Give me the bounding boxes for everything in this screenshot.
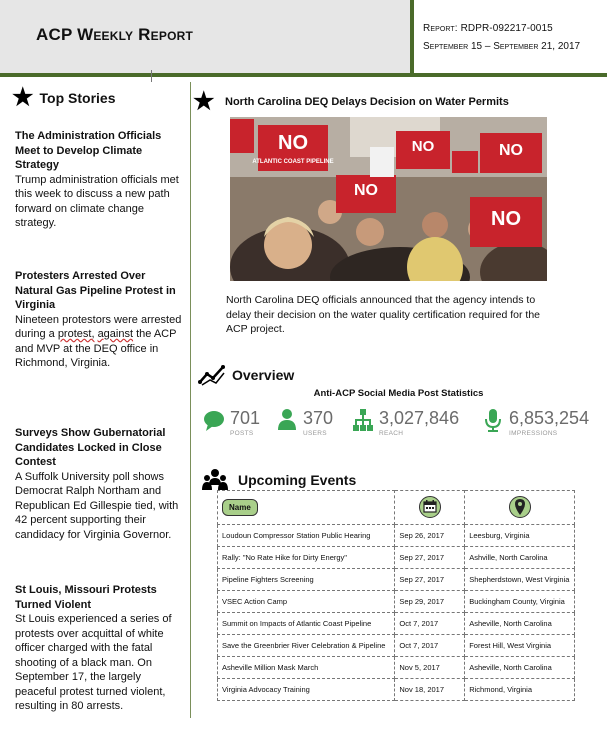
date-column-header: [395, 491, 465, 525]
event-location: Richmond, Virginia: [465, 679, 575, 701]
protest-sign: [452, 151, 478, 173]
events-table: [217, 490, 575, 701]
header-meta-panel: [414, 0, 607, 73]
event-date: Nov 5, 2017: [395, 657, 465, 679]
protest-sign: [396, 131, 450, 169]
column-tick: [151, 70, 152, 82]
overview-label: Overview: [232, 367, 295, 383]
stat-label: POSTS: [230, 430, 254, 437]
event-name: Virginia Advocacy Training: [218, 679, 395, 701]
calendar-icon: [419, 495, 441, 519]
event-location: Asheville, North Carolina: [465, 613, 575, 635]
event-name: Save the Greenbrier River Celebration & Pipeline: [218, 635, 395, 657]
story-title: Protesters Arrested Over Natural Gas Pipeline Protest in Virginia: [15, 270, 176, 311]
protest-sign: [230, 119, 254, 153]
story-body-text: Nineteen protestors were arrested during a: [15, 313, 182, 340]
svg-text:NO: NO: [411, 138, 435, 155]
table-row: [218, 547, 575, 569]
story-body: A Suffolk University poll shows Democrat Ralph Northam and Republican Ed Gillespie tied, with 42 percent supporting their candidacy for Virginia Governor.: [15, 470, 179, 541]
stat-value: 3,027,846: [379, 408, 460, 428]
event-date: Sep 29, 2017: [395, 591, 465, 613]
story-title: St Louis, Missouri Protests Turned Violent: [15, 584, 157, 611]
story-body: Trump administration officials met this week to discuss a new path forward on climate change strategy.: [15, 173, 179, 229]
stat-impressions: [482, 408, 589, 437]
main-story-title: North Carolina DEQ Delays Decision on Water Permits: [225, 96, 509, 108]
event-location: Ashville, North Carolina: [465, 547, 575, 569]
hierarchy-icon: [352, 408, 374, 432]
protest-photo: [230, 117, 547, 281]
svg-text:NO: NO: [491, 208, 521, 230]
column-divider: [190, 82, 191, 718]
stat-label: REACH: [379, 430, 404, 437]
story-3: [15, 426, 183, 542]
table-row: [218, 679, 575, 701]
svg-text:ATLANTIC COAST PIPELINE: ATLANTIC COAST PIPELINE: [252, 159, 334, 165]
microphone-icon: [482, 408, 504, 432]
user-icon: [276, 408, 298, 432]
event-name: Rally: "No Rate Hike for Dirty Energy": [218, 547, 395, 569]
event-name: Asheville Million Mask March: [218, 657, 395, 679]
event-date: Sep 27, 2017: [395, 547, 465, 569]
event-date: Sep 27, 2017: [395, 569, 465, 591]
main-story-star: [193, 90, 215, 114]
report-title: ACP Weekly Report: [36, 25, 193, 44]
svg-text:NO: NO: [278, 132, 308, 154]
map-pin-icon: [509, 495, 531, 519]
stat-value: 701: [230, 408, 261, 428]
overview-heading: [198, 364, 294, 386]
location-column-header: [465, 491, 575, 525]
story-4: [15, 583, 183, 714]
event-location: Leesburg, Virginia: [465, 525, 575, 547]
star-icon: ★: [12, 84, 34, 111]
table-row: [218, 635, 575, 657]
event-name: VSEC Action Camp: [218, 591, 395, 613]
table-row: [218, 569, 575, 591]
report-dates: September 15 – September 21, 2017: [423, 41, 581, 52]
stat-value: 370: [303, 408, 334, 428]
protest-photo-illustration: [230, 117, 547, 281]
protest-sign: [470, 197, 542, 247]
story-1: [15, 129, 183, 231]
protest-sign: [252, 125, 333, 171]
protest-sign: [336, 175, 396, 213]
top-stories-heading: [12, 86, 115, 110]
event-location: Asheville, North Carolina: [465, 657, 575, 679]
event-date: Sep 26, 2017: [395, 525, 465, 547]
story-body: [15, 313, 183, 371]
svg-text:NO: NO: [354, 182, 378, 199]
header-title-panel: [0, 0, 410, 73]
name-pill: Name: [222, 499, 258, 516]
table-row: [218, 613, 575, 635]
event-name: Loudoun Compressor Station Public Hearing: [218, 525, 395, 547]
report-id: Report: RDPR-092217-0015: [423, 23, 553, 34]
stat-posts: [203, 408, 260, 437]
name-column-header: [218, 491, 395, 525]
protest-sign: [480, 133, 542, 173]
stat-label: IMPRESSIONS: [509, 430, 558, 437]
main-story-body: North Carolina DEQ officials announced that the agency intends to delay their decision on the water quality certification required for the ACP project.: [226, 294, 541, 335]
spellcheck-word: protest,: [57, 328, 95, 340]
table-row: [218, 657, 575, 679]
event-name: Summit on Impacts of Atlantic Coast Pipeline: [218, 613, 395, 635]
event-name: Pipeline Fighters Screening: [218, 569, 395, 591]
events-heading: [202, 468, 356, 492]
event-date: Nov 18, 2017: [395, 679, 465, 701]
people-group-icon: [202, 468, 228, 492]
events-header-row: [218, 491, 575, 525]
svg-text:NO: NO: [499, 142, 523, 159]
event-location: Forest Hill, West Virginia: [465, 635, 575, 657]
stat-label: USERS: [303, 430, 327, 437]
event-location: Shepherdstown, West Virginia: [465, 569, 575, 591]
events-label: Upcoming Events: [238, 472, 357, 488]
top-stories-label: Top Stories: [39, 90, 116, 106]
stat-users: [276, 408, 333, 437]
story-2: [15, 269, 183, 371]
speech-bubble-icon: [203, 408, 225, 432]
event-date: Oct 7, 2017: [395, 635, 465, 657]
event-location: Buckingham County, Virginia: [465, 591, 575, 613]
line-chart-icon: [198, 364, 226, 386]
stat-reach: [352, 408, 459, 437]
star-icon: ★: [193, 88, 215, 115]
stat-value: 6,853,254: [509, 408, 590, 428]
header-rule: [0, 73, 607, 77]
table-row: [218, 525, 575, 547]
spellcheck-word: against: [97, 328, 134, 340]
overview-subtitle: Anti-ACP Social Media Post Statistics: [313, 388, 484, 399]
event-date: Oct 7, 2017: [395, 613, 465, 635]
table-row: [218, 591, 575, 613]
story-body: St Louis experienced a series of protests over acquittal of white officer charged with the fatal shooting of a black man. On September 17, the largely peaceful protest turned violent, resulting in 80 arrests.: [15, 613, 172, 712]
story-title: Surveys Show Gubernatorial Candidates Locked in Close Contest: [15, 427, 166, 468]
story-body-text: the ACP and MVP at the DEQ office in Richmond, Virginia.: [15, 328, 177, 369]
story-title: The Administration Officials Meet to Develop Climate Strategy: [15, 130, 162, 171]
